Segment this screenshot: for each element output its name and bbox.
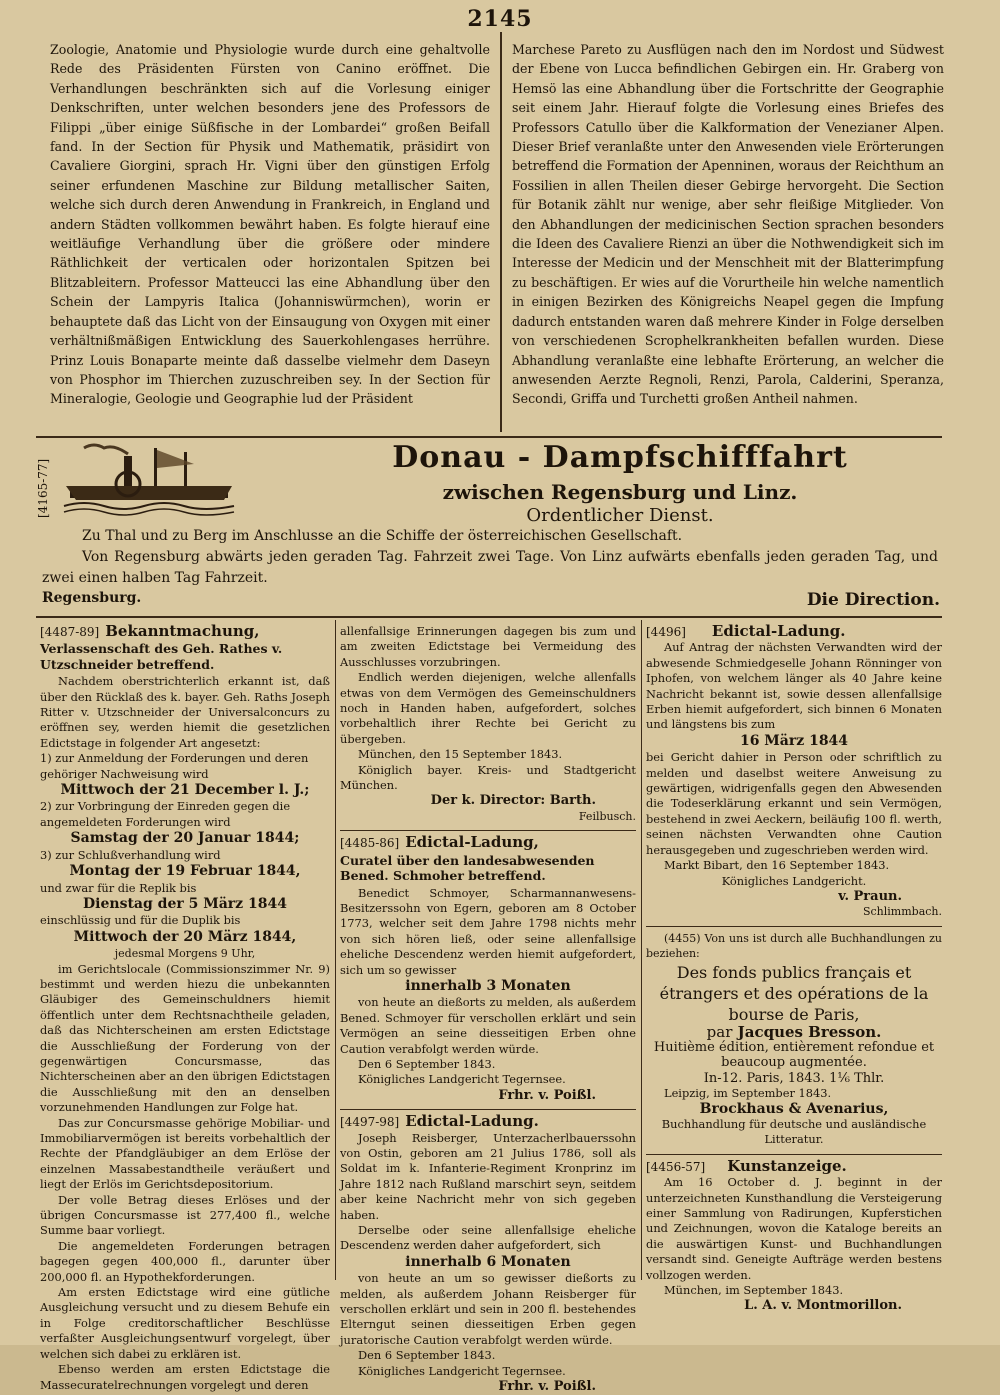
notice-date: Den 6 September 1843. (358, 1348, 496, 1363)
article-column-left (50, 40, 490, 420)
notice-item: einschlüssig und für die Duplik bis (40, 913, 241, 928)
notice-deadline: innerhalb 6 Monaten (405, 1253, 571, 1270)
notice-text: Derselbe oder seine allenfallsige eheliche Descendenz werden daher aufgefordert, sich (340, 1223, 636, 1253)
notice-date: Markt Bibart, den 16 September 1843. (664, 858, 890, 873)
notice-subtitle: Curatel über den landesabwesenden Bened. Schmoher betreffend. (340, 852, 595, 884)
notice-title: Edictal-Ladung, (405, 833, 539, 852)
book-author-prefix: par (706, 1022, 733, 1041)
notice-text: bei Gericht dahier in Person oder schriftlich zu melden und daselbst weitere Anweisung zu gewärtigen, widrigenfalls gegen den Abwesenden die Todeserklärung erkannt und sein Vermögen, bestehend in zwei Aeckern, beiläufig 100 fl. werth, seinen nächsten Verwandten ohne Caution herausgegeben und zugeschrieben werden wird. (646, 750, 942, 857)
notice-intro: Von uns ist durch alle Buchhandlungen zu beziehen: (646, 931, 943, 961)
notice-deadline: innerhalb 3 Monaten (405, 977, 571, 994)
notice-utzschneider (40, 624, 330, 1393)
notice-court: Königliches Landgericht Tegernsee. (358, 1363, 566, 1378)
notice-item: jedesmal Morgens 9 Uhr, (114, 947, 256, 961)
notice-column-1 (40, 622, 330, 1392)
notice-date: München, im September 1843. (664, 1283, 844, 1298)
notice-court: Königlich bayer. Kreis- und Stadtgericht München. (340, 762, 636, 793)
notice-text: allenfallsige Erinnerungen dagegen bis zum und am zweiten Edictstage bei Vermeidung des Ausschlusses vorzubringen. (340, 624, 636, 669)
ad-body (42, 526, 938, 589)
notice-signature: L. A. v. Montmorillon. (744, 1298, 902, 1314)
notice-signature: Frhr. v. Poißl. (498, 1087, 596, 1103)
notice-text: Endlich werden diejenigen, welche allenfalls etwas von dem Vermögen des Gemeinschuldners noch in Handen haben, aufgefordert, solches vorbehaltlich ihrer Rechte bei Gericht zu übergeben. (340, 670, 636, 746)
notice-kunstanzeige (646, 1156, 942, 1314)
steamship-icon (64, 438, 234, 518)
notice-item: 2) zur Vorbringung der Einreden gegen die angemeldeten Forderungen wird (40, 799, 291, 829)
notice-signature-secondary: Schlimmbach. (862, 905, 942, 919)
notice-text: Das zur Concursmasse gehörige Mobiliar- und Immobiliarvermögen ist bereits vorbehaltlich der Rechte der Pfandgläubiger an dem Erlöse der einzelnen Massabestandtheile veräußert und liegt der Erlös im Gerichtsdepositorium. (40, 1115, 330, 1192)
article-text-right: Marchese Pareto zu Ausflügen nach den im Nordost und Südwest der Ebene von Lucca befindlichen Gebirgen ein. Hr. Graberg von Hemsö las eine Abhandlung über die Fortschritte der Geographie seit einem Jahr. Hierauf folgte die Vorlesung eines Briefes des Professors Catullo über die Kalkformation der Venezianer Alpen. Dieser Brief veranlaßte unter den Anwesenden viele Erörterungen betreffend die Formation der Apenninen, woraus der Reichthum an Fossilien in allen Theilen dieser Gebirge hervorgeht. Die Section für Botanik zählt nur wenige, aber sehr fleißige Mitglieder. Von den Abhandlungen der medicinischen Section sprachen besonders die Ideen des Cavaliere Rienzi an über die Nothwendigkeit sich im Interesse der Medicin und der Menschheit mit der Blatterimpfung zu beschäftigen. Er wies auf die Vorurtheile hin welche namentlich in einigen Bezirken des Königreichs Neapel gegen die Impfung dadurch entstanden waren daß mehrere Kinder in Folge derselben von verschiedenen Scrophelkrankheiten befallen wurden. Diese Abhandlung veranlaßte eine lebhafte Erörterung, an welcher die anwesenden Aerzte Regnoli, Renzi, Parola, Calderini, Speranza, Secondi, Griffa und Turchetti großen Antheil nahmen. (512, 42, 944, 407)
notice-divider (340, 1109, 636, 1110)
page-number: 2145 (467, 6, 533, 32)
column-divider (500, 32, 502, 432)
notice-signature-secondary: Feilbusch. (578, 809, 636, 823)
ad-title: Donau - Dampfschifffahrt (392, 440, 848, 475)
notice-signature: v. Praun. (838, 888, 902, 904)
notice-text: Nachdem oberstrichterlich erkannt ist, daß über den Rücklaß des k. bayer. Geh. Raths Joseph Ritter v. Utzschneider der Universalconcurs zu eröffnen sey, werden hiemit die gesetzlichen Edictstage in folgender Art angesetzt: (40, 674, 330, 750)
notice-schmoyer (340, 835, 636, 1103)
notice-reference: [4456-57] (646, 1159, 706, 1174)
ad-city: Regensburg. (42, 590, 142, 606)
notice-column-2 (340, 624, 636, 1395)
publisher-name: Brockhaus & Avenarius, (699, 1100, 889, 1117)
article-column-right (512, 40, 944, 436)
notice-title: Edictal-Ladung. (711, 622, 846, 640)
notice-item: und zwar für die Replik bis (40, 880, 197, 895)
notice-reference: (4455) (664, 931, 701, 945)
notice-text: Der volle Betrag dieses Erlöses und der übrigen Concursmasse ist 277,400 fl., welche Summe baar vorliegt. (40, 1192, 330, 1238)
ad-body-line-1: Zu Thal und zu Berg im Anschlusse an die Schiffe der österreichischen Gesellschaft. (82, 528, 683, 544)
notice-divider (646, 1154, 942, 1155)
notice-date: Mittwoch der 21 December l. J.; (60, 782, 310, 799)
notice-roenninger (646, 624, 942, 920)
ad-body-line-2: Von Regensburg abwärts jeden geraden Tag. Fahrzeit zwei Tage. Von Linz aufwärts ebenfalls jeden geraden Tag, und zwei einen halben Tag Fahrzeit. (42, 549, 938, 586)
notice-title: Bekanntmachung, (105, 622, 260, 640)
column-divider (641, 620, 642, 1280)
notice-utzschneider-continued (340, 624, 636, 824)
notice-text: Joseph Reisberger, Unterzacherlbauerssohn von Ostin, geboren am 21 Julius 1786, soll als Soldat im k. Infanterie-Regiment Kronprinz im Jahre 1812 nach Rußland marschirt seyn, seitdem aber keine Nachricht mehr von sich gegeben haben. (340, 1130, 636, 1222)
notice-reference: [4485-86] (340, 836, 400, 851)
article-text-left: Zoologie, Anatomie und Physiologie wurde durch eine gehaltvolle Rede des Präsidenten Fürsten von Canino eröffnet. Die Verhandlungen beschränkten sich auf die Vorlesung einiger Denkschriften, unter welchen besonders jene des Professors de Filippi „über einige Süßfische in der Lombardei“ großen Beifall fand. In der Section für Physik und Mathematik, präsidirt von Cavaliere Giorgini, sprach Hr. Vigni über den günstigen Erfolg seiner erfundenen Maschine zur Bildung metallischer Saiten, welche sich durch deren Anwendung in Frankreich, in England und andern Städten vollkommen bewährt haben. Es folgte hierauf eine weitläufige Verhandlung über die größere oder mindere Räthlichkeit der verticalen oder horizontalen Spitzen bei Blitzableitern. Professor Matteucci las eine Abhandlung über den Schein der Lampyris Italica (Johanniswürmchen), worin er behauptete daß das Licht von der Einsaugung von Oxygen mit einer verhältnißmäßigen Entwicklung des Sauerkohlengases herrühre. Prinz Louis Bonaparte meinte daß dasselbe vielmehr dem Daseyn von Phosphor im Thierchen zuzuschreiben sey. In der Section für Mineralogie, Geologie und Geographie lud der Präsident (50, 42, 490, 407)
notice-reference: [4496] (646, 625, 686, 639)
notice-date: Mittwoch der 20 März 1844, (73, 928, 297, 945)
ad-reference: [4165-77] (36, 458, 50, 518)
notice-text: Am ersten Edictstage wird eine gütliche Ausgleichung versucht und zu diesem Behufe ein in Folge creditorschaftlicher Beschlüsse verfaßter Ausgleichungsentwurf vorgelegt, über welchen sich dabei zu erklären ist. (40, 1285, 330, 1361)
notice-date: Leipzig, im September 1843. (664, 1086, 832, 1101)
ad-signature: Die Direction. (806, 590, 940, 610)
notice-title: Kunstanzeige. (727, 1156, 847, 1175)
notice-text: Auf Antrag der nächsten Verwandten wird der abwesende Schmiedgeselle Johann Rönninger von Iphofen, von welchem länger als 40 Jahre keine Nachricht bekannt ist, sowie dessen allenfallsige Erben hiemit aufgefordert, sich binnen 6 Monaten und längstens bis zum (646, 640, 942, 732)
ad-subtitle: zwischen Regensburg und Linz. (442, 480, 798, 504)
book-author: Jacques Bresson. (737, 1022, 882, 1041)
notice-date: Samstag der 20 Januar 1844; (70, 830, 300, 847)
notice-text: Die angemeldeten Forderungen betragen bagegen gegen 400,000 fl., darunter über 200,000 fl. an Hypothekforderungen. (40, 1238, 330, 1284)
notice-date: München, den 15 September 1843. (358, 747, 563, 762)
notice-text: im Gerichtslocale (Commissionszimmer Nr. 9) bestimmt und werden hiezu die unbekannten Gläubiger des Gemeinschuldners hiemit öffentlich unter dem Rechtsnachtheile geladen, daß das Nichterscheinen am ersten Edictstage die Ausschließung der Forderung von der gegenwärtigen Concursmasse, das Nichterscheinen aber an den übrigen Edictstagen die Ausschließung mit den an denselben vorzunehmenden Handlungen zur Folge hat. (40, 961, 330, 1115)
notice-deadline: 16 März 1844 (739, 732, 849, 749)
notice-item: 1) zur Anmeldung der Forderungen und deren gehöriger Nachweisung wird (40, 751, 309, 781)
notice-subtitle: Verlassenschaft des Geh. Rathes v. Utzschneider betreffend. (40, 641, 283, 672)
column-divider (335, 620, 336, 1280)
notice-column-3 (646, 622, 943, 1314)
notice-text: von heute an um so gewisser dießorts zu melden, als außerdem Johann Reisberger für verschollen erklärt und sein in 200 fl. bestehendes Elterngut seinen diesseitigen Erben gegen juratorische Caution verabfolgt werden würde. (340, 1271, 636, 1347)
notice-signature: Der k. Director: Barth. (430, 793, 596, 809)
notice-reisberger (340, 1114, 636, 1394)
notice-signature: Frhr. v. Poißl. (498, 1379, 596, 1395)
publisher-description: Buchhandlung für deutsche und ausländische Litteratur. (661, 1116, 927, 1147)
notice-item: 3) zur Schlußverhandlung wird (40, 847, 221, 862)
notice-reference: [4487-89] (40, 625, 100, 639)
notice-text: von heute an dießorts zu melden, als außerdem Bened. Schmoyer für verschollen erklärt und sein Vermögen an seine diesseitigen Erben ohne Caution verabfolgt werden würde. (340, 995, 636, 1056)
notice-divider (340, 830, 636, 831)
notice-text: Benedict Schmoyer, Scharmannanwesens-Besitzerssohn von Egern, geboren am 8 October 1773, welcher seit dem Jahre 1798 nichts mehr von sich hören ließ, oder seine allenfallsige eheliche Descendenz werden hiemit aufgefordert, sich um so gewisser (340, 885, 636, 977)
book-title: Des fonds publics français et étrangers et des opérations de la bourse de Paris, (659, 962, 929, 1024)
notice-reference: [4497-98] (340, 1115, 400, 1130)
book-price: In-12. Paris, 1843. 1⅙ Thlr. (703, 1070, 885, 1086)
notice-text: Am 16 October d. J. beginnt in der unterzeichneten Kunsthandlung die Versteigerung einer Sammlung von Radirungen, Kupferstichen und Zeichnungen, wovon die Kataloge bereits an die auswärtigen Kunst- und Buchhandlungen versandt sind. Geneigte Aufträge werden bestens vollzogen werden. (646, 1175, 942, 1282)
notice-date: Montag der 19 Februar 1844, (69, 863, 301, 880)
book-edition: Huitième édition, entièrement refondue et beaucoup augmentée. (653, 1039, 935, 1071)
notice-court: Königliches Landgericht Tegernsee. (358, 1072, 566, 1087)
ad-subtitle-service: Ordentlicher Dienst. (526, 505, 714, 526)
notice-text: Ebenso werden am ersten Edictstage die Massecuratelrechnungen vorgelegt und deren (40, 1362, 330, 1392)
notice-bresson-book (646, 931, 942, 1148)
notice-divider (646, 926, 942, 927)
section-divider (36, 616, 942, 618)
notice-court: Königliches Landgericht. (721, 873, 867, 888)
notice-date: Den 6 September 1843. (358, 1056, 496, 1071)
notice-title: Edictal-Ladung. (405, 1112, 539, 1131)
notice-date: Dienstag der 5 März 1844 (83, 895, 287, 912)
